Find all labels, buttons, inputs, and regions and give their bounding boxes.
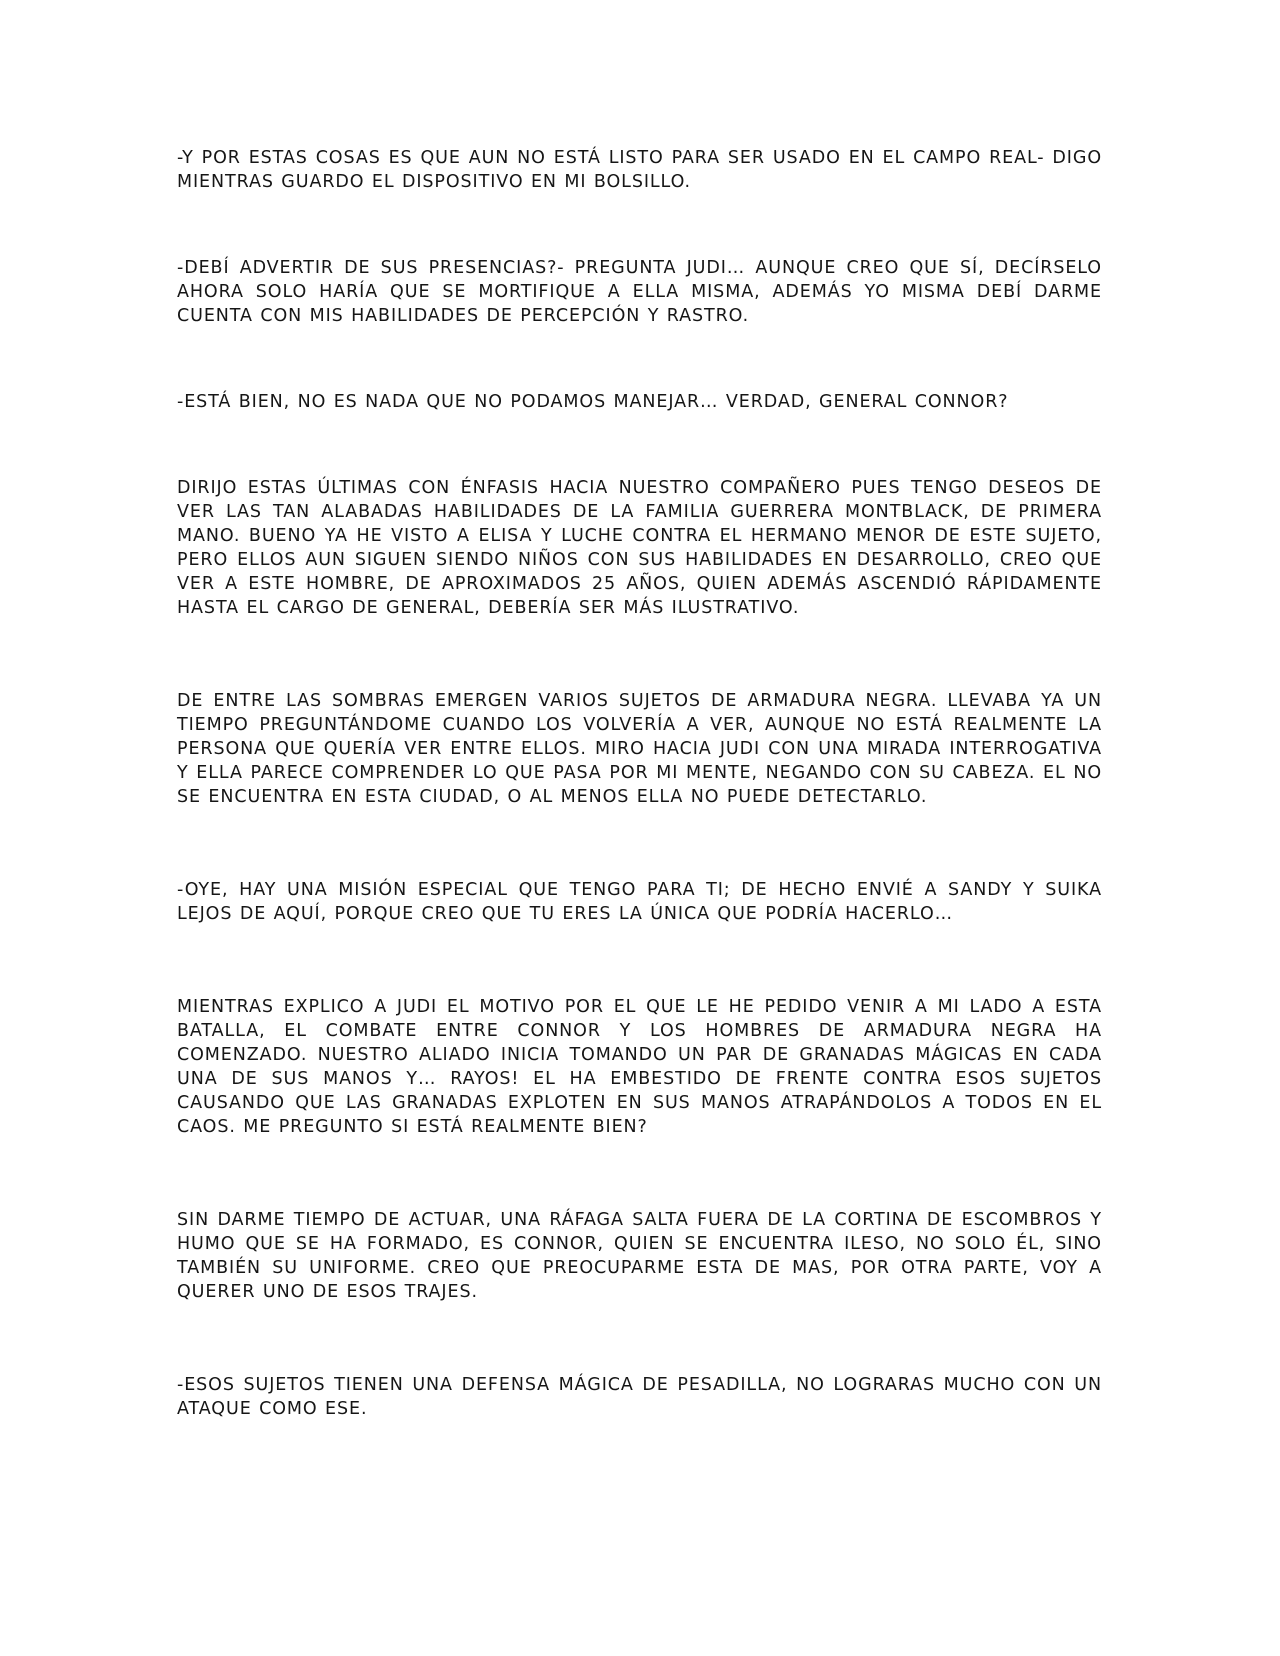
paragraph: -Y POR ESTAS COSAS ES QUE AUN NO ESTÁ LISTO PARA SER USADO EN EL CAMPO REAL- DIGO MIENTRAS GUARDO EL DISPOSITIVO EN MI BOLSILLO.	[177, 148, 1102, 192]
paragraph: -OYE, HAY UNA MISIÓN ESPECIAL QUE TENGO PARA TI; DE HECHO ENVIÉ A SANDY Y SUIKA LEJOS DE AQUÍ, PORQUE CREO QUE TU ERES LA ÚNICA QUE PODRÍA HACERLO…	[177, 880, 1102, 924]
paragraph: -ESTÁ BIEN, NO ES NADA QUE NO PODAMOS MANEJAR… VERDAD, GENERAL CONNOR?	[177, 392, 1009, 412]
paragraph: DIRIJO ESTAS ÚLTIMAS CON ÉNFASIS HACIA NUESTRO COMPAÑERO PUES TENGO DESEOS DE VER LAS TAN ALABADAS HABILIDADES DE LA FAMILIA GUERRERA MONTBLACK, DE PRIMERA MANO. BUENO YA HE VISTO A ELISA Y LUCHE CONTRA EL HERMANO MENOR DE ESTE SUJETO, PERO ELLOS AUN SIGUEN SIENDO NIÑOS CON SUS HABILIDADES EN DESARROLLO, CREO QUE VER A ESTE HOMBRE, DE APROXIMADOS 25 AÑOS, QUIEN ADEMÁS ASCENDIÓ RÁPIDAMENTE HASTA EL CARGO DE GENERAL, DEBERÍA SER MÁS ILUSTRATIVO.	[177, 478, 1102, 618]
paragraph: -ESOS SUJETOS TIENEN UNA DEFENSA MÁGICA DE PESADILLA, NO LOGRARAS MUCHO CON UN ATAQUE COMO ESE.	[177, 1375, 1102, 1419]
text-body	[177, 146, 1102, 1421]
paragraph: MIENTRAS EXPLICO A JUDI EL MOTIVO POR EL QUE LE HE PEDIDO VENIR A MI LADO A ESTA BATALLA, EL COMBATE ENTRE CONNOR Y LOS HOMBRES DE ARMADURA NEGRA HA COMENZADO. NUESTRO ALIADO INICIA TOMANDO UN PAR DE GRANADAS MÁGICAS EN CADA UNA DE SUS MANOS Y… RAYOS! EL HA EMBESTIDO DE FRENTE CONTRA ESOS SUJETOS CAUSANDO QUE LAS GRANADAS EXPLOTEN EN SUS MANOS ATRAPÁNDOLOS A TODOS EN EL CAOS. ME PREGUNTO SI ESTÁ REALMENTE BIEN?	[177, 997, 1102, 1137]
paragraph: -DEBÍ ADVERTIR DE SUS PRESENCIAS?- PREGUNTA JUDI… AUNQUE CREO QUE SÍ, DECÍRSELO AHORA SOLO HARÍA QUE SE MORTIFIQUE A ELLA MISMA, ADEMÁS YO MISMA DEBÍ DARME CUENTA CON MIS HABILIDADES DE PERCEPCIÓN Y RASTRO.	[177, 258, 1102, 326]
paragraph: DE ENTRE LAS SOMBRAS EMERGEN VARIOS SUJETOS DE ARMADURA NEGRA. LLEVABA YA UN TIEMPO PREGUNTÁNDOME CUANDO LOS VOLVERÍA A VER, AUNQUE NO ESTÁ REALMENTE LA PERSONA QUE QUERÍA VER ENTRE ELLOS. MIRO HACIA JUDI CON UNA MIRADA INTERROGATIVA Y ELLA PARECE COMPRENDER LO QUE PASA POR MI MENTE, NEGANDO CON SU CABEZA. EL NO SE ENCUENTRA EN ESTA CIUDAD, O AL MENOS ELLA NO PUEDE DETECTARLO.	[177, 691, 1102, 807]
paragraph: SIN DARME TIEMPO DE ACTUAR, UNA RÁFAGA SALTA FUERA DE LA CORTINA DE ESCOMBROS Y HUMO QUE SE HA FORMADO, ES CONNOR, QUIEN SE ENCUENTRA ILESO, NO SOLO ÉL, SINO TAMBIÉN SU UNIFORME. CREO QUE PREOCUPARME ESTA DE MAS, POR OTRA PARTE, VOY A QUERER UNO DE ESOS TRAJES.	[177, 1210, 1102, 1302]
